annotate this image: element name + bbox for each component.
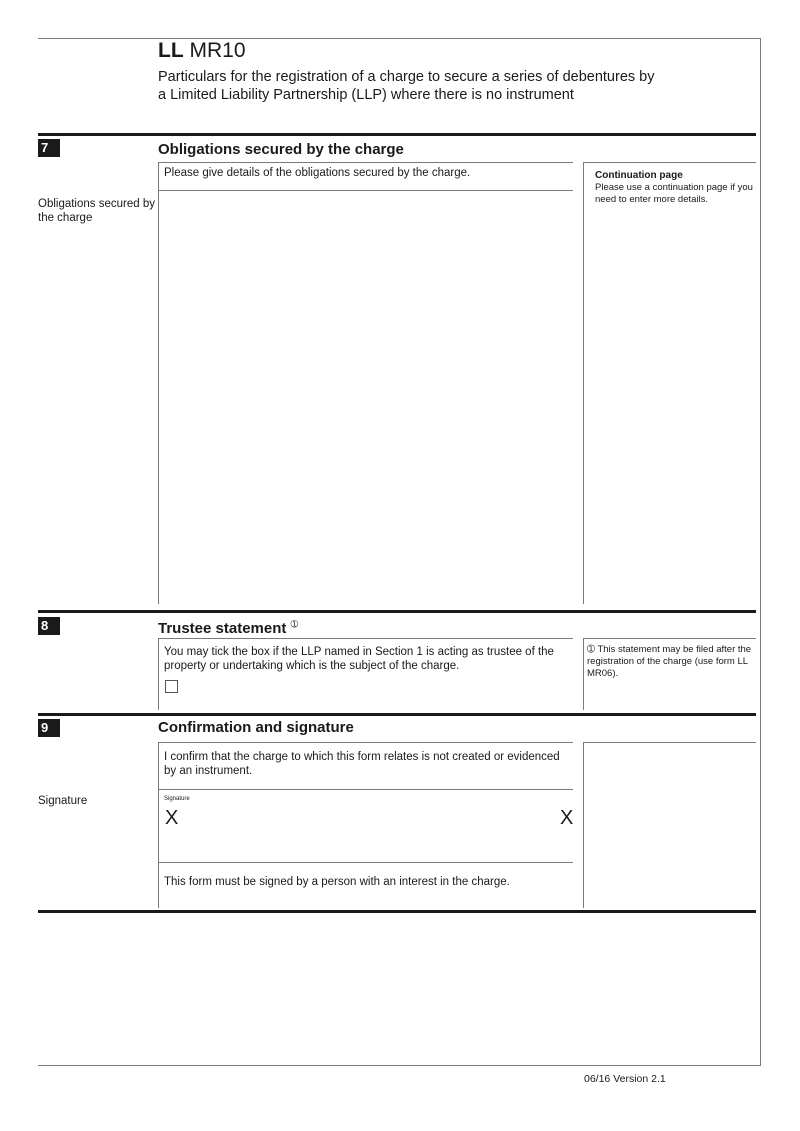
- signature-x-left: X: [165, 807, 179, 829]
- section9-mid-divider: [583, 742, 584, 908]
- signature-box-bottom: [158, 862, 573, 863]
- signature-box-label: Signature: [164, 796, 190, 802]
- section7-mid-divider: [583, 162, 584, 604]
- trustee-checkbox[interactable]: [165, 680, 178, 693]
- section8-box-top: [158, 638, 573, 639]
- section8-mid-divider: [583, 638, 584, 710]
- note-1-marker: ➀: [290, 619, 299, 629]
- section7-side-top: [583, 162, 756, 163]
- section7-instruction: Please give details of the obligations secured by the charge.: [164, 167, 471, 179]
- version-label: 06/16 Version 2.1: [584, 1073, 666, 1085]
- section7-field-label: Obligations secured by the charge: [38, 198, 155, 224]
- section7-rule: [38, 133, 756, 136]
- section9-side-top: [583, 742, 756, 743]
- trustee-statement-text: You may tick the box if the LLP named in Section 1 is acting as trustee of the property or undertaking which is the subject of the charge.: [164, 646, 554, 672]
- signature-field[interactable]: [159, 790, 579, 862]
- section8-title: [158, 615, 298, 638]
- section9-box-top: [158, 742, 573, 743]
- right-border: [760, 38, 761, 1066]
- signature-label: Signature: [38, 795, 88, 807]
- section7-instruction-top: [158, 162, 573, 163]
- section8-side-top: [583, 638, 756, 639]
- note-1-side-marker: ➀: [587, 644, 595, 655]
- section9-rule: [38, 713, 756, 716]
- continuation-page-title: Continuation page: [595, 170, 683, 181]
- continuation-page-text: Please use a continuation page if you need to enter more details.: [595, 182, 753, 205]
- note-1-side-text: This statement may be filed after the registration of the charge (use form LL MR06).: [587, 644, 752, 679]
- form-code-number: MR10: [189, 39, 246, 62]
- form-code: [158, 38, 246, 64]
- form-end-rule: [38, 910, 756, 913]
- section8-number: 8: [38, 617, 60, 635]
- form-code-prefix: LL: [158, 39, 184, 62]
- section9-title: Confirmation and signature: [158, 719, 354, 736]
- form-title: Particulars for the registration of a charge to secure a series of debentures by a Limited Liability Partnership (LLP) where there is no instrument: [158, 69, 655, 103]
- confirmation-text: I confirm that the charge to which this form relates is not created or evidenced by an instrument.: [164, 751, 560, 777]
- section8-left-edge: [158, 638, 159, 710]
- signature-x-right: X: [560, 807, 574, 829]
- signature-note: This form must be signed by a person with an interest in the charge.: [164, 876, 510, 888]
- section9-number: 9: [38, 719, 60, 737]
- note-1-text: [587, 644, 755, 680]
- section7-title: Obligations secured by the charge: [158, 141, 404, 158]
- section7-number: 7: [38, 139, 60, 157]
- section8-title-text: Trustee statement: [158, 620, 287, 637]
- obligations-textarea[interactable]: [159, 191, 583, 604]
- bottom-border: [38, 1065, 761, 1066]
- section8-rule: [38, 610, 756, 613]
- top-border: [38, 38, 761, 39]
